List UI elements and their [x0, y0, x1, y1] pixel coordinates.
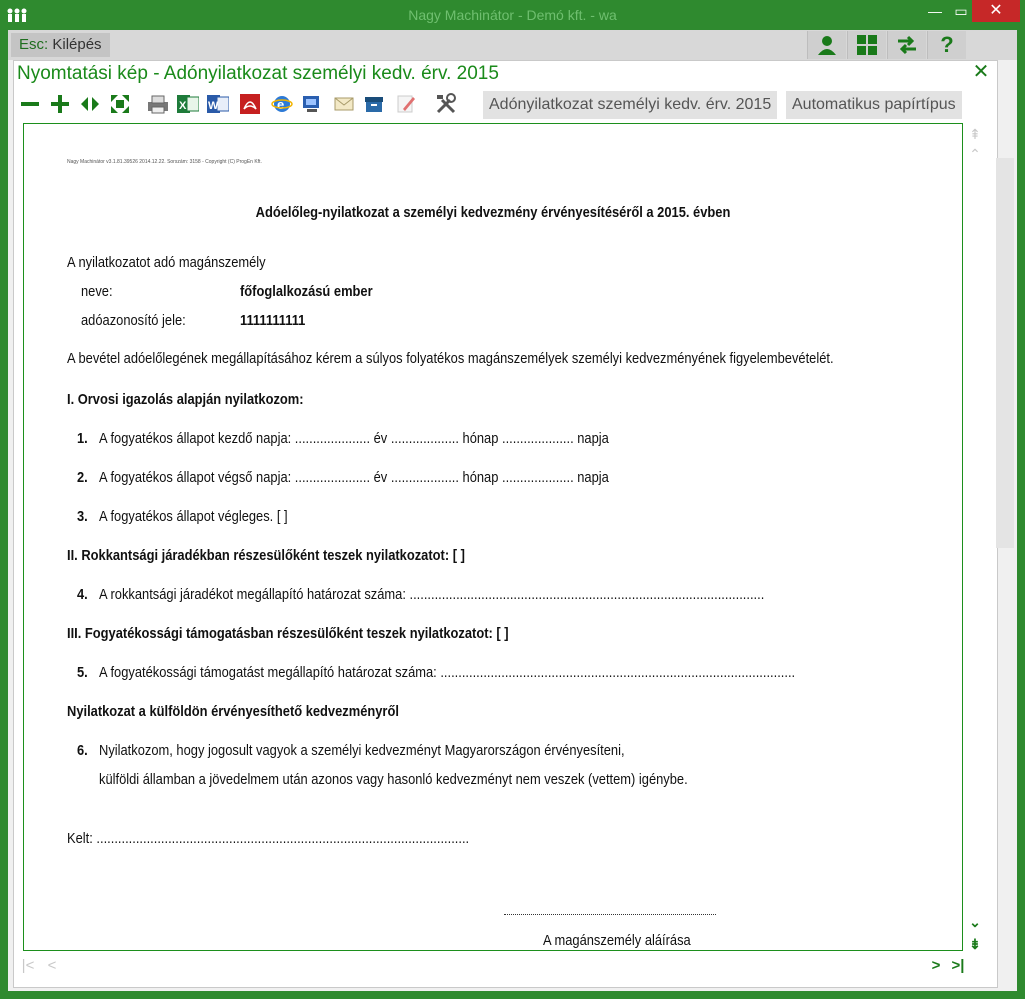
- panel-title: Nyomtatási kép - Adónyilatkozat személyi kedv. érv. 2015: [17, 63, 499, 84]
- section-4-heading: Nyilatkozat a külföldön érvényesíthető kedvezményről: [67, 703, 399, 720]
- email-icon[interactable]: [330, 90, 358, 118]
- section-2-heading: II. Rokkantsági járadékban részesülőként teszek nyilatkozatot: [ ]: [67, 547, 465, 564]
- name-label: neve:: [81, 283, 113, 300]
- item-1-number: 1.: [77, 430, 88, 447]
- internet-explorer-icon[interactable]: [268, 90, 296, 118]
- date-line: Kelt: ........................................................................................................: [67, 830, 470, 847]
- page-navigation-bar: [18, 956, 978, 976]
- document-page: [23, 123, 963, 951]
- zoom-out-icon[interactable]: [16, 90, 44, 118]
- archive-icon[interactable]: [360, 90, 388, 118]
- grid-icon[interactable]: [847, 31, 886, 59]
- word-icon[interactable]: [204, 90, 232, 118]
- item-4-number: 4.: [77, 586, 88, 603]
- excel-icon[interactable]: [174, 90, 202, 118]
- first-page-up-icon[interactable]: ⇞: [969, 126, 981, 142]
- section-1-heading: I. Orvosi igazolás alapján nyilatkozom:: [67, 391, 304, 408]
- esc-key-label: Esc:: [19, 36, 49, 53]
- name-value: főfoglalkozású ember: [240, 283, 373, 300]
- main-frame: [8, 30, 1017, 991]
- escape-exit-button[interactable]: [11, 33, 110, 57]
- signature-line: [504, 914, 716, 915]
- section-3-heading: III. Fogyatékossági támogatásban részesülőként teszek nyilatkozatot: [ ]: [67, 625, 509, 642]
- item-6-line-2: külföldi államban a jövedelmem után azonos vagy hasonló kedvezményt nem veszek (vettem) igénybe.: [99, 771, 688, 788]
- item-3-text: A fogyatékos állapot végleges. [ ]: [99, 508, 288, 525]
- first-page-icon[interactable]: |<: [21, 957, 35, 974]
- document-title: Adóelőleg-nyilatkozat a személyi kedvezmény érvényesítéséről a 2015. évben: [255, 204, 731, 221]
- previous-page-icon[interactable]: <: [47, 957, 57, 974]
- side-scroll-strip: [996, 158, 1014, 548]
- help-icon[interactable]: ?: [927, 31, 966, 59]
- exit-label: Kilépés: [52, 36, 102, 53]
- edit-icon[interactable]: [392, 90, 420, 118]
- item-3-number: 3.: [77, 508, 88, 525]
- item-5-number: 5.: [77, 664, 88, 681]
- fit-width-icon[interactable]: [76, 90, 104, 118]
- vertical-page-scrollbar[interactable]: [966, 125, 984, 955]
- fullscreen-icon[interactable]: [106, 90, 134, 118]
- scroll-up-icon[interactable]: ⌃: [969, 146, 981, 162]
- item-6-number: 6.: [77, 742, 88, 759]
- window-title: Nagy Machinátor - Demó kft. - wa: [408, 7, 617, 23]
- item-1-text: A fogyatékos állapot kezdő napja: ..................... év ................... hónap .................... napja: [99, 430, 609, 447]
- next-page-icon[interactable]: >: [931, 957, 941, 974]
- item-2-number: 2.: [77, 469, 88, 486]
- signature-label: A magánszemély aláírása: [543, 932, 691, 949]
- section-person: A nyilatkozatot adó magánszemély: [67, 254, 266, 271]
- svg-text:W: W: [208, 100, 219, 112]
- taxid-label: adóazonosító jele:: [81, 312, 186, 329]
- last-page-icon[interactable]: >|: [951, 957, 965, 974]
- printer-icon[interactable]: [144, 90, 172, 118]
- last-page-down-icon[interactable]: ⇟: [969, 936, 981, 952]
- title-bar: [0, 0, 1025, 30]
- tools-icon[interactable]: [432, 90, 460, 118]
- intro-text: A bevétel adóelőlegének megállapításához kérem a súlyos folyatékos magánszemélyek személyi kedvezményének figyelembevételét.: [67, 350, 834, 367]
- panel-close-button[interactable]: ✕: [972, 61, 990, 83]
- item-6-line-1: Nyilatkozom, hogy jogosult vagyok a személyi kedvezményt Magyarországon érvényesíteni,: [99, 742, 625, 759]
- svg-text:X: X: [179, 100, 187, 112]
- menu-bar: [8, 30, 1017, 60]
- item-5-text: A fogyatékossági támogatást megállapító határozat száma: ...................................................................................................: [99, 664, 796, 681]
- svg-text:e: e: [277, 97, 285, 112]
- taxid-value: 1111111111: [240, 312, 306, 329]
- zoom-in-icon[interactable]: [46, 90, 74, 118]
- maximize-button[interactable]: ▭: [954, 3, 968, 19]
- scroll-down-icon[interactable]: ⌄: [969, 914, 981, 930]
- document-type-label[interactable]: Adónyilatkozat személyi kedv. érv. 2015: [483, 91, 777, 119]
- user-icon[interactable]: [807, 31, 846, 59]
- document-header-info: Nagy Machinátor v3.1.81.39526 2014.12.22. Sorszám: 3158 - Copyright (C) ProgEn Kft.: [67, 159, 262, 165]
- switch-arrows-icon[interactable]: [887, 31, 926, 59]
- monitor-icon[interactable]: [298, 90, 326, 118]
- close-window-button[interactable]: ✕: [972, 0, 1020, 22]
- paper-type-selector[interactable]: Automatikus papírtípus: [786, 91, 962, 119]
- item-2-text: A fogyatékos állapot végső napja: ..................... év ................... hónap .................... napja: [99, 469, 609, 486]
- minimize-button[interactable]: —: [928, 3, 942, 19]
- pdf-icon[interactable]: [236, 90, 264, 118]
- item-4-text: A rokkantsági járadékot megállapító határozat száma: ...................................................................................................: [99, 586, 765, 603]
